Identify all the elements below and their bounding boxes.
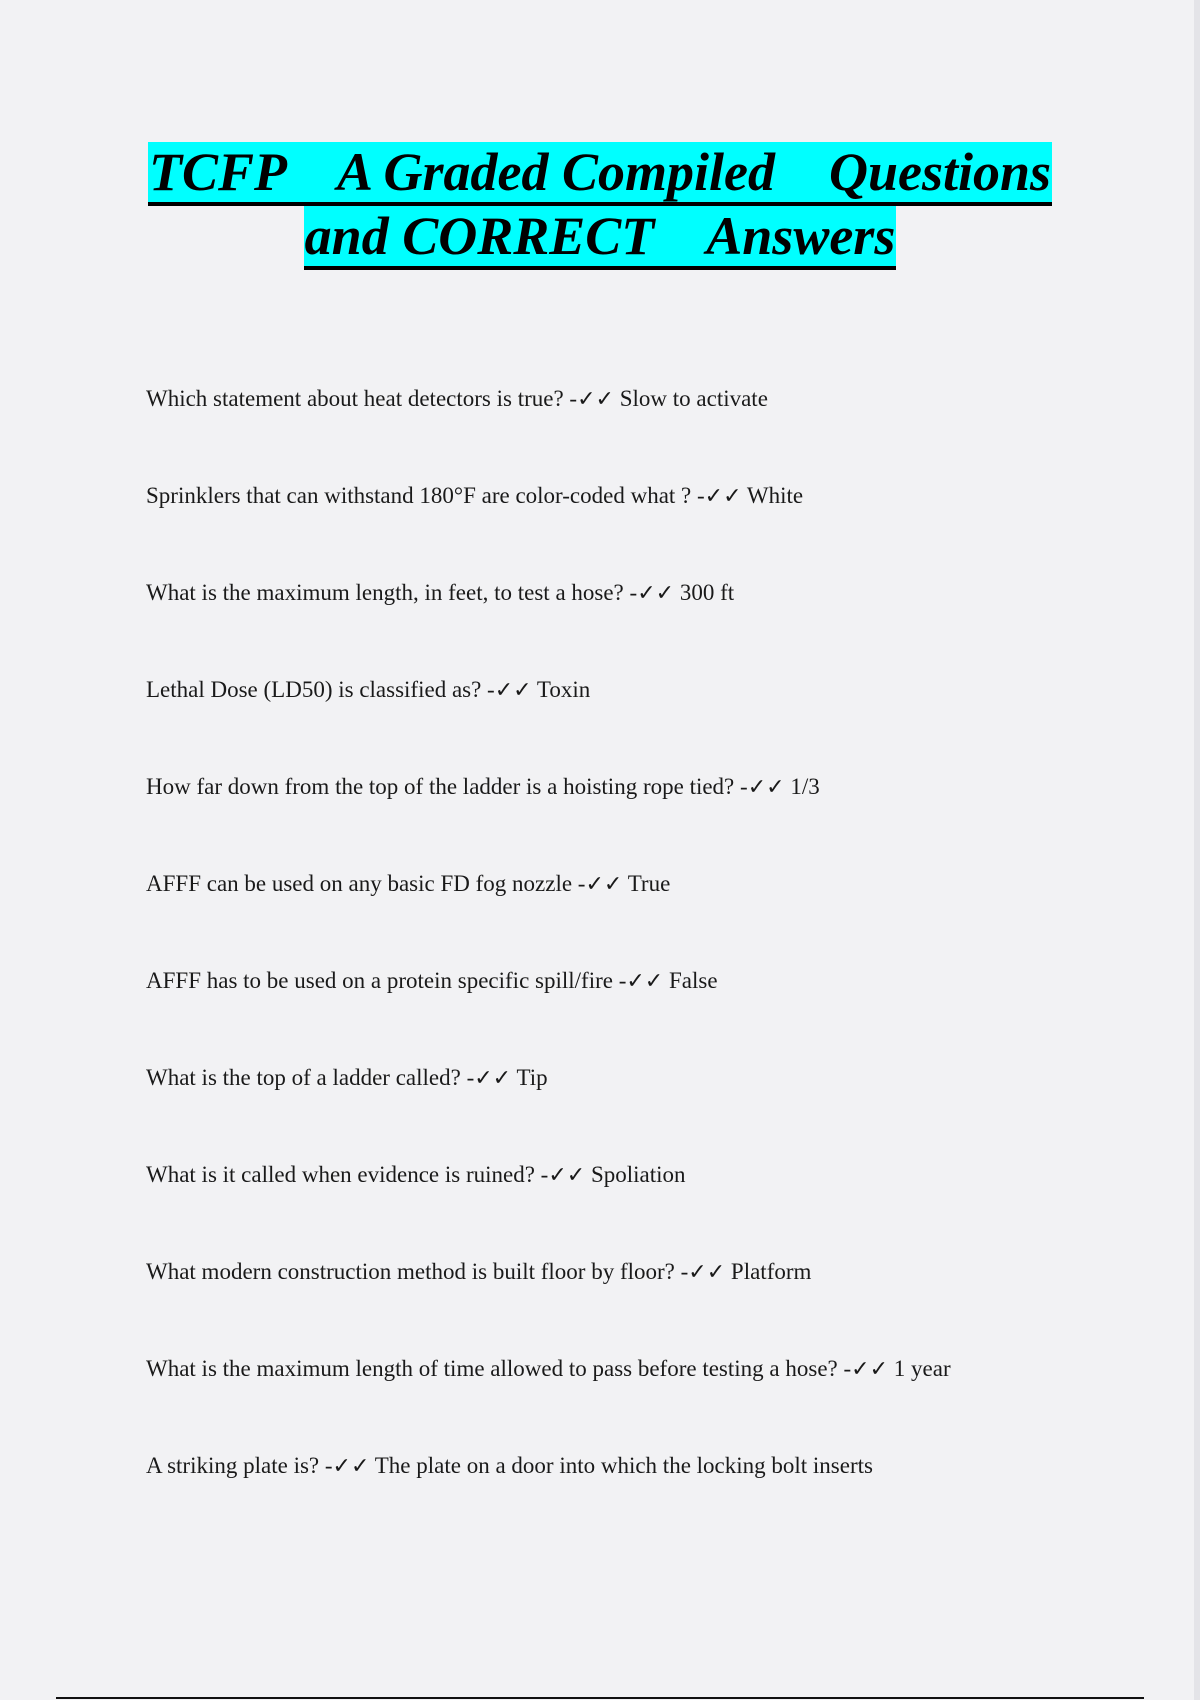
answer-text: Platform xyxy=(725,1259,812,1284)
answer-text: The plate on a door into which the locking bolt inserts xyxy=(369,1453,873,1478)
answer-text: Slow to activate xyxy=(613,386,768,411)
question-text: What is the top of a ladder called? - xyxy=(146,1065,475,1090)
qa-item xyxy=(146,1451,1146,1548)
answer-text: 1 year xyxy=(888,1356,951,1381)
double-check-icon: ✓✓ xyxy=(637,581,675,606)
qa-item xyxy=(146,578,1146,675)
double-check-icon: ✓✓ xyxy=(626,969,664,994)
question-text: What is the maximum length, in feet, to test a hose? - xyxy=(146,580,638,605)
qa-item xyxy=(146,675,1146,772)
answer-text: White xyxy=(741,483,804,508)
double-check-icon: ✓✓ xyxy=(494,678,532,703)
qa-item xyxy=(146,869,1146,966)
title-line-1: TCFP A Graded Compiled Questions xyxy=(148,142,1052,206)
question-text: What modern construction method is built floor by floor? - xyxy=(146,1259,689,1284)
double-check-icon: ✓✓ xyxy=(474,1066,512,1091)
qa-item xyxy=(146,1160,1146,1257)
double-check-icon: ✓✓ xyxy=(585,872,623,897)
question-text: Sprinklers that can withstand 180°F are color-coded what ? - xyxy=(146,483,705,508)
answer-text: 1/3 xyxy=(784,774,820,799)
question-text: AFFF has to be used on a protein specific spill/fire - xyxy=(146,968,627,993)
answer-text: False xyxy=(663,968,718,993)
question-text: Lethal Dose (LD50) is classified as? - xyxy=(146,677,495,702)
title-line-2: and CORRECT Answers xyxy=(304,206,897,270)
qa-item xyxy=(146,384,1146,481)
question-text: A striking plate is? - xyxy=(146,1453,333,1478)
footer-rule xyxy=(56,1697,1144,1699)
double-check-icon: ✓✓ xyxy=(548,1163,586,1188)
answer-text: 300 ft xyxy=(674,580,735,605)
double-check-icon: ✓✓ xyxy=(704,484,742,509)
qa-item xyxy=(146,1354,1146,1451)
question-text: Which statement about heat detectors is true? - xyxy=(146,386,578,411)
answer-text: Toxin xyxy=(531,677,591,702)
document-title xyxy=(0,140,1200,268)
question-text: What is it called when evidence is ruined? - xyxy=(146,1162,549,1187)
qa-item xyxy=(146,772,1146,869)
answer-text: Spoliation xyxy=(585,1162,686,1187)
qa-item xyxy=(146,1257,1146,1354)
qa-item xyxy=(146,1063,1146,1160)
double-check-icon: ✓✓ xyxy=(332,1454,370,1479)
qa-list xyxy=(146,384,1146,1548)
answer-text: True xyxy=(622,871,671,896)
answer-text: Tip xyxy=(511,1065,548,1090)
question-text: AFFF can be used on any basic FD fog nozzle - xyxy=(146,871,586,896)
double-check-icon: ✓✓ xyxy=(747,775,785,800)
double-check-icon: ✓✓ xyxy=(688,1260,726,1285)
double-check-icon: ✓✓ xyxy=(851,1357,889,1382)
question-text: How far down from the top of the ladder is a hoisting rope tied? - xyxy=(146,774,748,799)
question-text: What is the maximum length of time allowed to pass before testing a hose? - xyxy=(146,1356,852,1381)
qa-item xyxy=(146,966,1146,1063)
qa-item xyxy=(146,481,1146,578)
double-check-icon: ✓✓ xyxy=(577,387,614,412)
